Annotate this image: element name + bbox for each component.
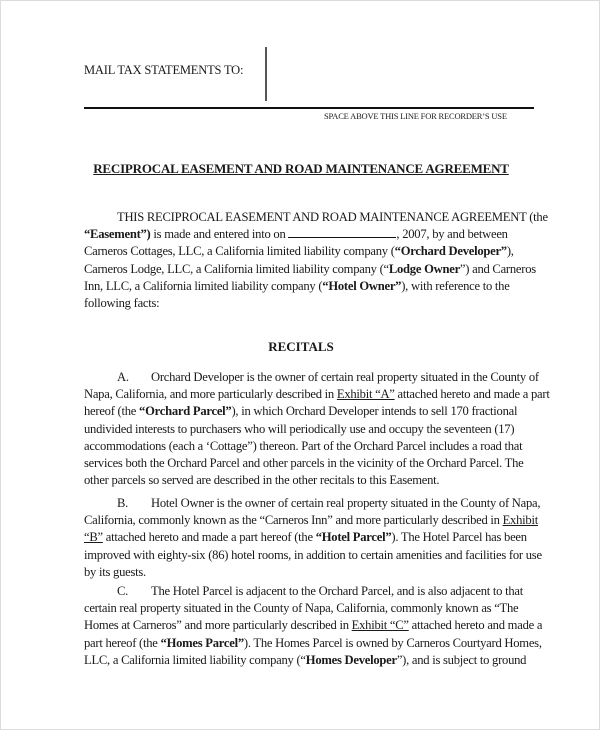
vertical-divider xyxy=(265,47,267,101)
recital-b xyxy=(84,495,542,581)
text-line: Carneros Lodge, LLC, a California limited liability company (“Lodge Owner”) and Carneros xyxy=(84,261,536,276)
text-line: undivided interests to purchasers who will periodically use and occupy the seventeen (17) xyxy=(84,421,515,436)
text-line: improved with eighty-six (86) hotel rooms, in addition to certain amenities and facilities for use xyxy=(84,547,542,562)
exhibit-c-ref: Exhibit “C” xyxy=(351,618,409,633)
text-line: Inn, LLC, a California limited liability company (“Hotel Owner”), with reference to the xyxy=(84,278,510,293)
text-line: “Easement”) is made and entered into on , 2007, by and between xyxy=(84,227,508,242)
text-line: other parcels so served are described in the other recitals to this Easement. xyxy=(84,473,440,488)
text-line: hereof (the “Orchard Parcel”), in which Orchard Developer intends to sell 170 fractional xyxy=(84,404,518,419)
text-line: certain real property situated in the County of Napa, California, commonly known as “The xyxy=(84,601,519,616)
text-line: services both the Orchard Parcel and other parcels in the vicinity of the Orchard Parcel. The xyxy=(84,456,524,471)
date-blank xyxy=(288,226,396,238)
text-line: California, commonly known as the “Carneros Inn” and more particularly described in Exhibit xyxy=(84,513,538,528)
text-line: THIS RECIPROCAL EASEMENT AND ROAD MAINTENANCE AGREEMENT (the xyxy=(117,210,548,224)
text-line: following facts: xyxy=(84,296,160,311)
recital-c xyxy=(84,583,543,669)
recital-a xyxy=(84,369,550,489)
intro-paragraph xyxy=(84,209,548,312)
text-line: Napa, California, and more particularly described in Exhibit “A” attached hereto and made a part xyxy=(84,387,550,402)
exhibit-b-ref: Exhibit xyxy=(502,513,538,528)
text-line: Homes at Carneros” and more particularly described in Exhibit “C” attached hereto and made a xyxy=(84,618,543,633)
text-line: A. Orchard Developer is the owner of certain real property situated in the County of xyxy=(117,370,539,384)
text-line: by its guests. xyxy=(84,564,146,579)
text-line: C. The Hotel Parcel is adjacent to the Orchard Parcel, and is also adjacent to that xyxy=(117,584,524,598)
text-line: Carneros Cottages, LLC, a California limited liability company (“Orchard Developer”), xyxy=(84,244,514,259)
text-line: LLC, a California limited liability company (“Homes Developer”), and is subject to ground xyxy=(84,652,527,667)
exhibit-a-ref: Exhibit “A” xyxy=(336,387,395,402)
text-line: “B” attached hereto and made a part hereof (the “Hotel Parcel”). The Hotel Parcel has been xyxy=(84,530,527,545)
text-line: accommodations (each a ‘Cottage”) thereon. Part of the Orchard Parcel includes a road that xyxy=(84,438,523,453)
document-title: RECIPROCAL EASEMENT AND ROAD MAINTENANCE AGREEMENT xyxy=(93,161,509,176)
text-line: B. Hotel Owner is the owner of certain real property situated in the County of Napa, xyxy=(117,496,541,510)
text-line: part hereof (the “Homes Parcel”). The Homes Parcel is owned by Carneros Courtyard Homes, xyxy=(84,635,542,650)
recitals-heading: RECITALS xyxy=(268,339,334,354)
recorder-note: SPACE ABOVE THIS LINE FOR RECORDER’S USE xyxy=(324,111,507,121)
mail-tax-label: MAIL TAX STATEMENTS TO: xyxy=(84,63,244,77)
recorder-line xyxy=(84,107,534,109)
